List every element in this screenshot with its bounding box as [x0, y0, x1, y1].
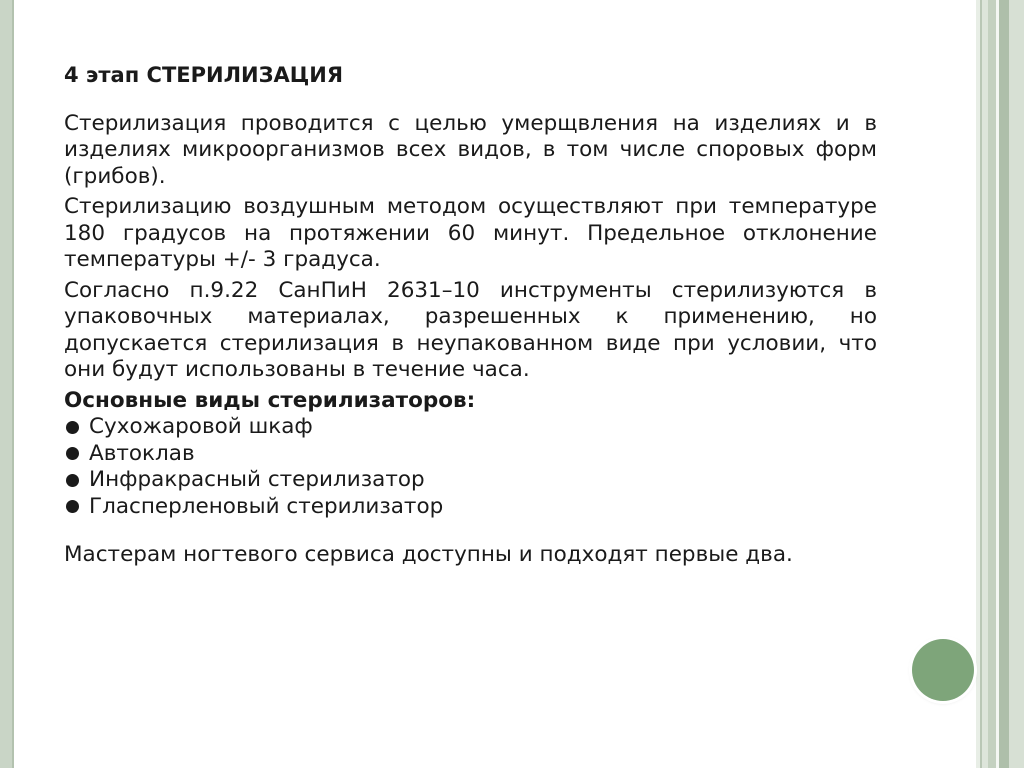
sterilizer-types-heading: Основные виды стерилизаторов: — [64, 387, 476, 413]
bullet-icon — [66, 447, 79, 460]
list-item — [64, 494, 877, 521]
paragraph-sanpin: Согласно п.9.22 СанПиН 2631–10 инструменты стерилизуются в упаковочных материалах, разрешенных к применению, но допускается стерилизация в неупакованном виде при условии, что они будут использованы в течение часа. — [64, 277, 877, 382]
bullet-icon — [66, 421, 79, 434]
paragraph-purpose: Стерилизация проводится с целью умерщвления на изделиях и в изделиях микроорганизмов всех видов, в том числе споровых форм (грибов). — [64, 110, 877, 189]
right-frame-stripes — [976, 0, 1024, 768]
list-item — [64, 414, 877, 441]
left-frame-line — [12, 0, 14, 768]
list-item — [64, 467, 877, 494]
stripe — [988, 0, 996, 768]
sterilizer-list — [64, 414, 877, 520]
closing-note: Мастерам ногтевого сервиса доступны и подходят первые два. — [64, 542, 793, 567]
stripe — [999, 0, 1009, 768]
left-frame-border — [0, 0, 12, 768]
bullet-icon — [66, 474, 79, 487]
stripe — [1009, 0, 1024, 768]
list-item-label: Автоклав — [89, 440, 195, 466]
list-item — [64, 441, 877, 468]
decorative-circle — [912, 639, 974, 701]
bullet-icon — [66, 500, 79, 513]
slide-content — [64, 62, 877, 569]
list-item-label: Инфракрасный стерилизатор — [89, 467, 425, 492]
paragraph-air-method: Стерилизацию воздушным методом осуществляют при температуре 180 градусов на протяжении 60 минут. Предельное отклонение температуры +/- 3 градуса. — [64, 194, 877, 272]
list-item-label: Сухожаровой шкаф — [89, 414, 313, 439]
list-item-label: Гласперленовый стерилизатор — [89, 493, 444, 519]
slide-title: 4 этап СТЕРИЛИЗАЦИЯ — [64, 63, 343, 87]
